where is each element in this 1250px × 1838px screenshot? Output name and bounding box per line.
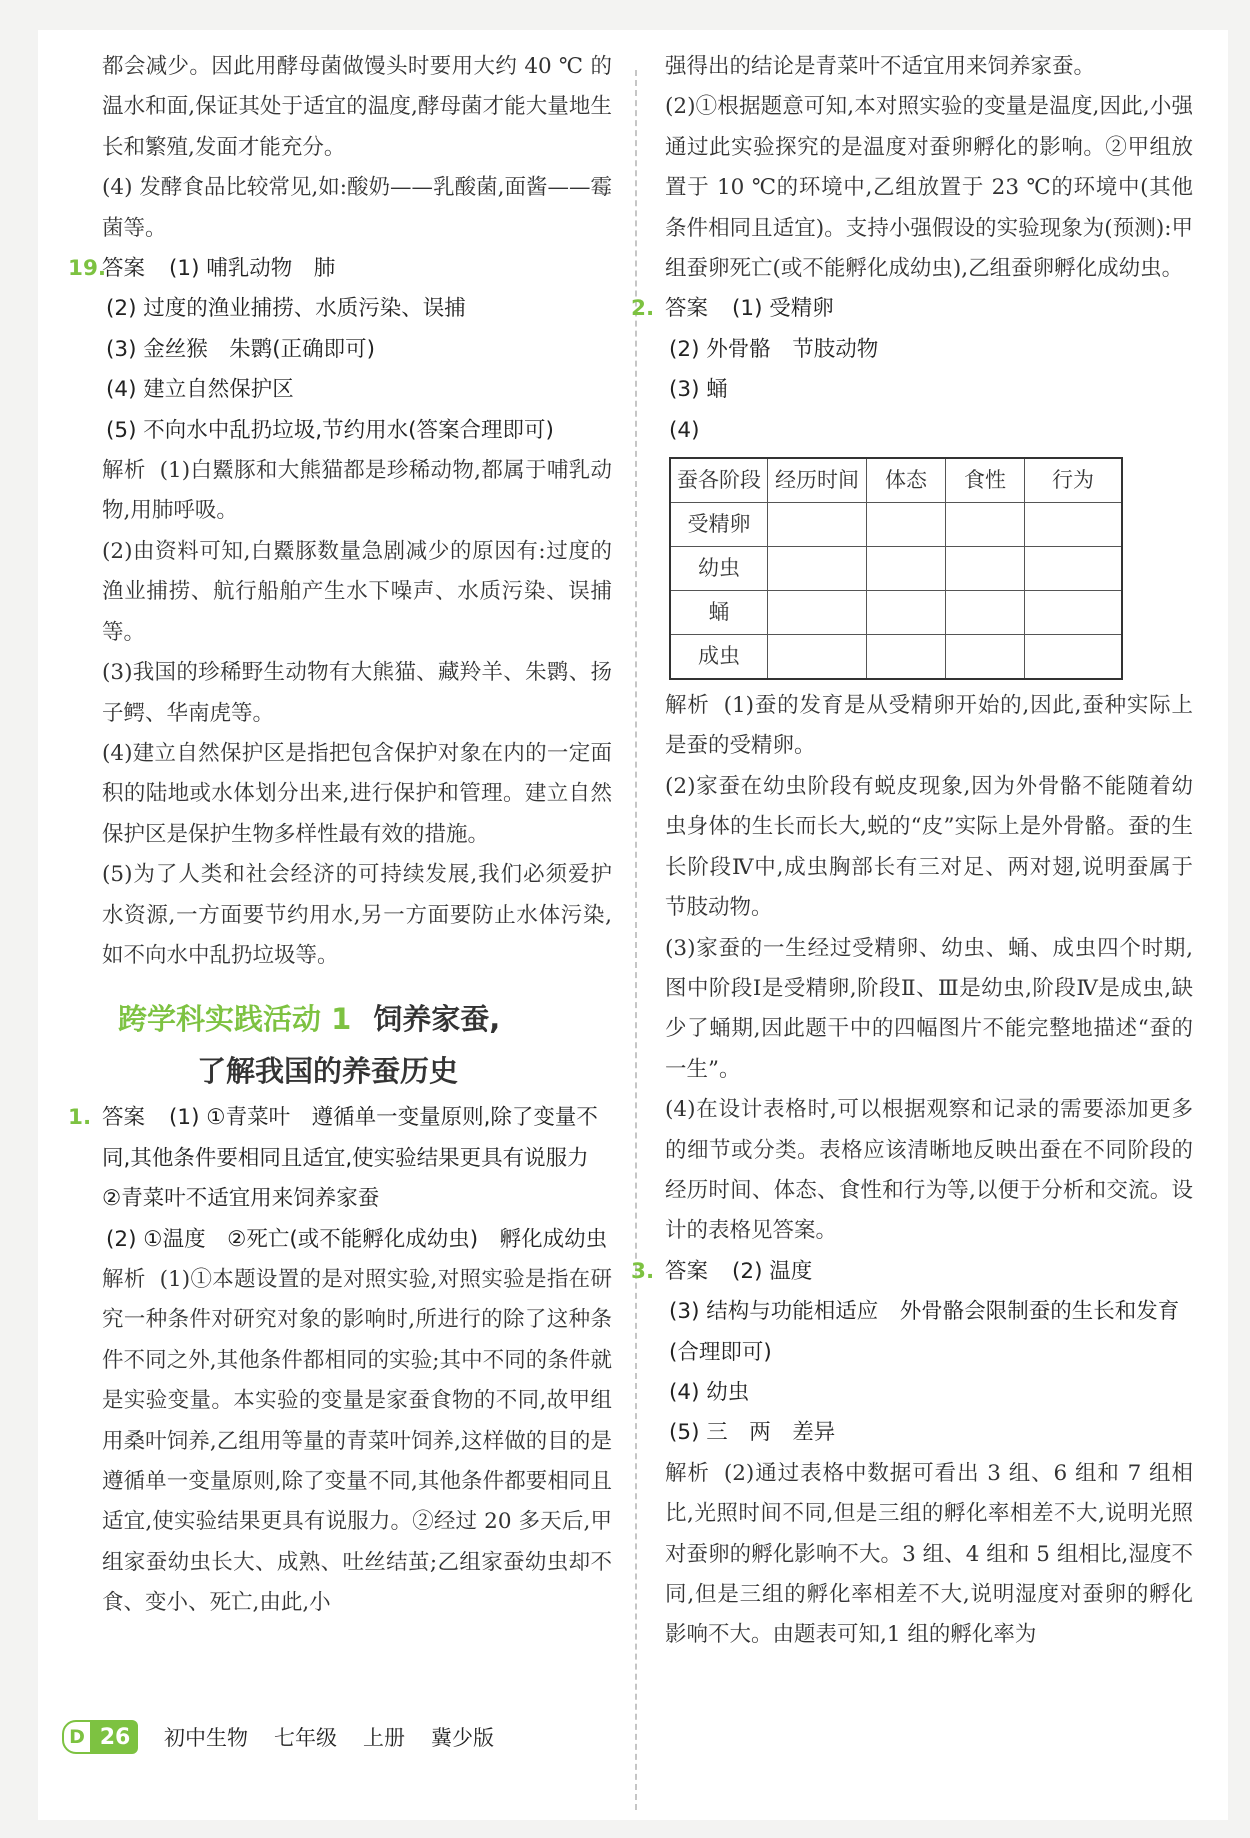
analysis-block [665, 1454, 1193, 1656]
table-header-cell: 行为 [1025, 458, 1123, 503]
column-divider [635, 70, 637, 1810]
paragraph: (4) 发酵食品比较常见,如:酸奶——乳酸菌,面酱——霉菌等。 [102, 175, 612, 241]
answer-line: (4) [669, 417, 700, 443]
table-header-cell: 体态 [867, 458, 946, 503]
left-column [68, 47, 612, 1624]
analysis-text: (1)①本题设置的是对照实验,对照实验是指在研究一种条件对研究对象的影响时,所进行的除了这种条件不同之外,其他条件都相同的实验;其中不同的条件就是实验变量。本实验的变量是家蚕食物的不同,故甲组用桑叶饲养,乙组用等量的青菜叶饲养,这样做的目的是遵循单一变量原则,除了变量不同,其他条件都要相同且适宜,使实验结果更具有说服力。②经过 20 多天后,甲组家蚕幼虫长大、成熟、吐丝结茧;乙组家蚕幼虫却不食、变小、死亡,由此,小 [102, 1266, 612, 1616]
answer-line: (3) 金丝猴 朱鹮(正确即可) [106, 336, 376, 362]
table-cell [768, 635, 867, 680]
answer-line: (2) 过度的渔业捕捞、水质污染、误捕 [106, 296, 466, 322]
section-title-activity: 跨学科实践活动 1 [118, 1002, 352, 1037]
analysis-label: 解析 [665, 693, 710, 719]
table-cell: 成虫 [670, 635, 768, 680]
table-cell [867, 635, 946, 680]
paragraph: (2)①根据题意可知,本对照实验的变量是温度,因此,小强通过此实验探究的是温度对蚕卵孵化的影响。②甲组放置于 10 ℃的环境中,乙组放置于 23 ℃的环境中(其他条件相同且适宜)。支持小强假设的实验现象为(预测):甲组蚕卵死亡(或不能孵化成幼虫),乙组蚕卵孵化成幼虫。 [665, 94, 1193, 282]
footer-letter-badge: D [62, 1720, 92, 1754]
table-header-cell: 食性 [946, 458, 1025, 503]
table-header-cell: 经历时间 [768, 458, 867, 503]
analysis-text: (2)通过表格中数据可看出 3 组、6 组和 7 组相比,光照时间不同,但是三组的孵化率相差不大,说明光照对蚕卵的孵化影响不大。3 组、4 组和 5 组相比,湿度不同,但是三组的孵化率相差不大,说明湿度对蚕卵的孵化影响不大。由题表可知,1 组的孵化率为 [665, 1460, 1193, 1648]
table-cell [1025, 635, 1123, 680]
table-cell [768, 503, 867, 547]
table-row [670, 591, 1122, 635]
analysis-block [102, 1260, 612, 1624]
table-cell [1025, 547, 1123, 591]
paragraph: 强得出的结论是青菜叶不适宜用来饲养家蚕。 [665, 54, 1096, 79]
analysis-label: 解析 [102, 458, 146, 484]
paragraph: (5)为了人类和社会经济的可持续发展,我们必须爱护水资源,一方面要节约用水,另一方面要防止水体污染,如不向水中乱扔垃圾等。 [102, 862, 612, 968]
table-cell [867, 591, 946, 635]
answer-text: (1) 哺乳动物 肺 [169, 256, 336, 282]
answer-line: (4) 幼虫 [669, 1379, 750, 1405]
footer-grade: 七年级 [274, 1726, 337, 1750]
analysis-block [102, 451, 612, 532]
analysis-label: 解析 [665, 1460, 710, 1486]
table-cell [946, 635, 1025, 680]
answer-line: (2) 外骨骼 节肢动物 [669, 336, 879, 362]
table-cell [1025, 591, 1123, 635]
answer-line: (2) ①温度 ②死亡(或不能孵化成幼虫) 孵化成幼虫 [106, 1226, 608, 1252]
answer-block [68, 1098, 612, 1219]
paragraph: (3)我国的珍稀野生动物有大熊猫、藏羚羊、朱鹮、扬子鳄、华南虎等。 [102, 660, 612, 726]
table-cell [768, 547, 867, 591]
answer-label: 答案 [665, 296, 709, 322]
answer-label: 答案 [102, 1105, 146, 1131]
question-number: 3. [631, 1258, 655, 1284]
answer-line: (5) 不向水中乱扔垃圾,节约用水(答案合理即可) [106, 417, 554, 443]
answer-text: (2) 温度 [732, 1258, 813, 1284]
answer-block [68, 249, 612, 289]
table-row [670, 547, 1122, 591]
table-cell: 幼虫 [670, 547, 768, 591]
table-cell [1025, 503, 1123, 547]
analysis-text: (1)蚕的发育是从受精卵开始的,因此,蚕种实际上是蚕的受精卵。 [665, 693, 1193, 759]
answer-label: 答案 [665, 1258, 709, 1284]
table-cell [946, 591, 1025, 635]
analysis-block [665, 686, 1193, 767]
analysis-text: (1)白鱀豚和大熊猫都是珍稀动物,都属于哺乳动物,用肺呼吸。 [102, 458, 612, 524]
section-title [102, 994, 612, 1044]
section-title-text: 饲养家蚕, [373, 1002, 501, 1037]
paragraph: (3)家蚕的一生经过受精卵、幼虫、蛹、成虫四个时期,图中阶段Ⅰ是受精卵,阶段Ⅱ、Ⅲ是幼虫,阶段Ⅳ是成虫,缺少了蛹期,因此题干中的四幅图片不能完整地描述“蚕的一生”。 [665, 935, 1193, 1082]
footer-volume: 上册 [363, 1726, 405, 1750]
table-cell [867, 503, 946, 547]
table-cell [867, 547, 946, 591]
answer-text: (1) ①青菜叶 遵循单一变量原则,除了变量不同,其他条件要相同且适宜,使实验结果更具有说服力 ②青菜叶不适宜用来饲养家蚕 [102, 1105, 611, 1212]
answer-line: (3) 结构与功能相适应 外骨骼会限制蚕的生长和发育(合理即可) [669, 1299, 1180, 1365]
question-number: 1. [68, 1105, 92, 1131]
table-row [670, 635, 1122, 680]
footer-subject: 初中生物 [164, 1726, 248, 1750]
table-cell [768, 591, 867, 635]
footer-edition: 冀少版 [431, 1726, 494, 1750]
section-subtitle: 了解我国的养蚕历史 [197, 1054, 459, 1089]
answer-block [631, 1252, 1193, 1292]
observation-table [669, 457, 1123, 680]
paragraph: (2)由资料可知,白鱀豚数量急剧减少的原因有:过度的渔业捕捞、航行船舶产生水下噪声、水质污染、误捕等。 [102, 538, 612, 645]
paragraph: (4)在设计表格时,可以根据观察和记录的需要添加更多的细节或分类。表格应该清晰地反映出蚕在不同阶段的经历时间、体态、食性和行为等,以便于分析和交流。设计的表格见答案。 [665, 1097, 1193, 1244]
answer-line: (5) 三 两 差异 [669, 1420, 836, 1446]
table-row [670, 503, 1122, 547]
answer-line: (4) 建立自然保护区 [106, 377, 294, 403]
paragraph: (2)家蚕在幼虫阶段有蜕皮现象,因为外骨骼不能随着幼虫身体的生长而长大,蜕的“皮”实际上是外骨骼。蚕的生长阶段Ⅳ中,成虫胸部长有三对足、两对翅,说明蚕属于节肢动物。 [665, 773, 1193, 921]
table-cell [946, 503, 1025, 547]
analysis-label: 解析 [102, 1266, 146, 1292]
question-number: 2. [631, 296, 655, 322]
answer-text: (1) 受精卵 [732, 296, 834, 322]
table-cell [946, 547, 1025, 591]
answer-line: (3) 蛹 [669, 377, 728, 403]
answer-block [631, 289, 1193, 329]
table-header-cell: 蚕各阶段 [670, 458, 768, 503]
right-column [631, 47, 1193, 1656]
paragraph: 都会减少。因此用酵母菌做馒头时要用大约 40 ℃ 的温水和面,保证其处于适宜的温度,酵母菌才能大量地生长和繁殖,发面才能充分。 [102, 54, 612, 160]
table-header-row [670, 458, 1122, 503]
paragraph: (4)建立自然保护区是指把包含保护对象在内的一定面积的陆地或水体划分出来,进行保护和管理。建立自然保护区是保护生物多样性最有效的措施。 [102, 740, 612, 847]
table-cell: 受精卵 [670, 503, 768, 547]
answer-label: 答案 [102, 256, 146, 282]
page-number: 26 [92, 1720, 138, 1754]
page-footer [62, 1720, 520, 1754]
table-cell: 蛹 [670, 591, 768, 635]
question-number: 19. [68, 256, 107, 282]
